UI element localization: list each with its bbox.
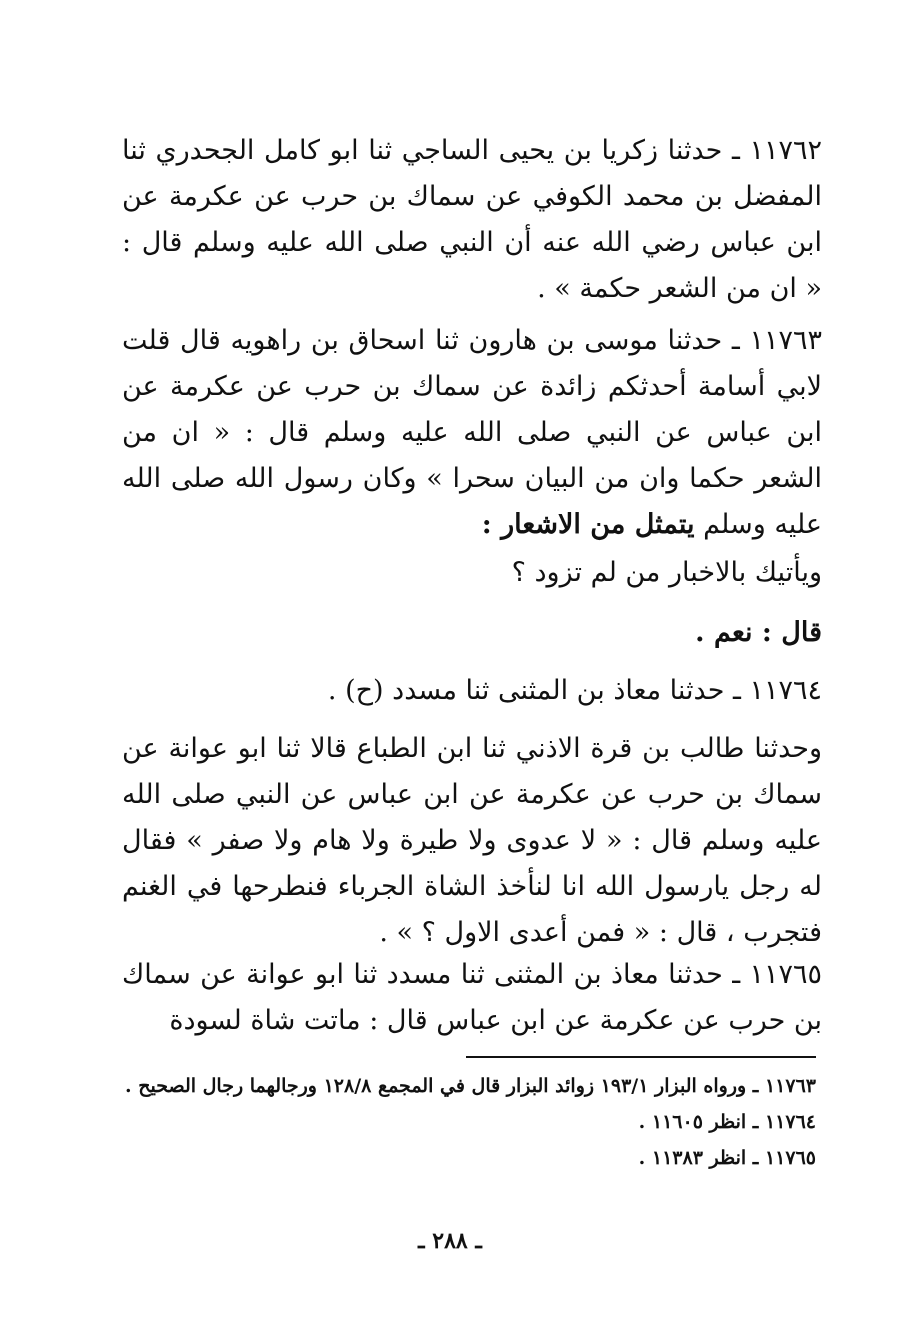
hadith-11764-head	[122, 668, 822, 714]
hadith-11764-head-text: ١١٧٦٤ ـ حدثنا معاذ بن المثنى ثنا مسدد (ح) .	[327, 675, 822, 706]
hadith-11763	[122, 318, 822, 548]
hadith-11763-tail: يتمثل من الاشعار :	[481, 509, 695, 540]
hadith-11764-body-text: وحدثنا طالب بن قرة الاذني ثنا ابن الطباع قالا ثنا ابو عوانة عن سماك بن حرب عن عكرمة عن ابن عباس عن النبي صلى الله عليه وسلم قال : « لا عدوى ولا طيرة ولا هام ولا صفر » فقال له رجل يارسول الله انا لنأخذ الشاة الجرباء فنطرحها في الغنم فتجرب ، قال : « فمن أعدى الاول ؟ » .	[122, 733, 822, 948]
footnote-11765: ١١٧٦٥ ـ انظر ١١٣٨٣ .	[638, 1147, 816, 1169]
footnote-divider	[466, 1056, 816, 1058]
hadith-11762	[122, 128, 822, 312]
footnote-11763: ١١٧٦٣ ـ ورواه البزار ١٩٣/١ زوائد البزار قال في المجمع ١٢٨/٨ ورجالهما رجال الصحيح .	[124, 1075, 816, 1097]
hadith-11765	[122, 952, 822, 1044]
footnotes	[100, 1068, 816, 1176]
hadith-11762-text: ١١٧٦٢ ـ حدثنا زكريا بن يحيى الساجي ثنا ابو كامل الجحدري ثنا المفضل بن محمد الكوفي عن سماك بن حرب عن عكرمة عن ابن عباس رضي الله عنه أن النبي صلى الله عليه وسلم قال : « ان من الشعر حكمة » .	[122, 135, 822, 304]
page-number-text: ـ ٢٨٨ ـ	[418, 1228, 482, 1254]
verse-text: ويأتيك بالاخبار من لم تزود ؟	[511, 557, 822, 588]
qala-naam	[122, 610, 822, 656]
hadith-11763-text: ١١٧٦٣ ـ حدثنا موسى بن هارون ثنا اسحاق بن راهويه قال قلت لابي أسامة أحدثكم زائدة عن سماك بن حرب عن عكرمة عن ابن عباس عن النبي صلى الله عليه وسلم قال : « ان من الشعر حكما وان من البيان سحرا » وكان رسول الله صلى الله عليه وسلم	[122, 325, 822, 540]
page-number	[380, 1228, 520, 1254]
poetry-verse	[122, 550, 822, 596]
hadith-11765-text: ١١٧٦٥ ـ حدثنا معاذ بن المثنى ثنا مسدد ثنا ابو عوانة عن سماك بن حرب عن عكرمة عن ابن عباس قال : ماتت شاة لسودة	[122, 959, 822, 1036]
footnote-11764: ١١٧٦٤ ـ انظر ١١٦٠٥ .	[638, 1111, 816, 1133]
hadith-11764-body	[122, 726, 822, 956]
qala-naam-text: قال : نعم .	[695, 617, 822, 648]
